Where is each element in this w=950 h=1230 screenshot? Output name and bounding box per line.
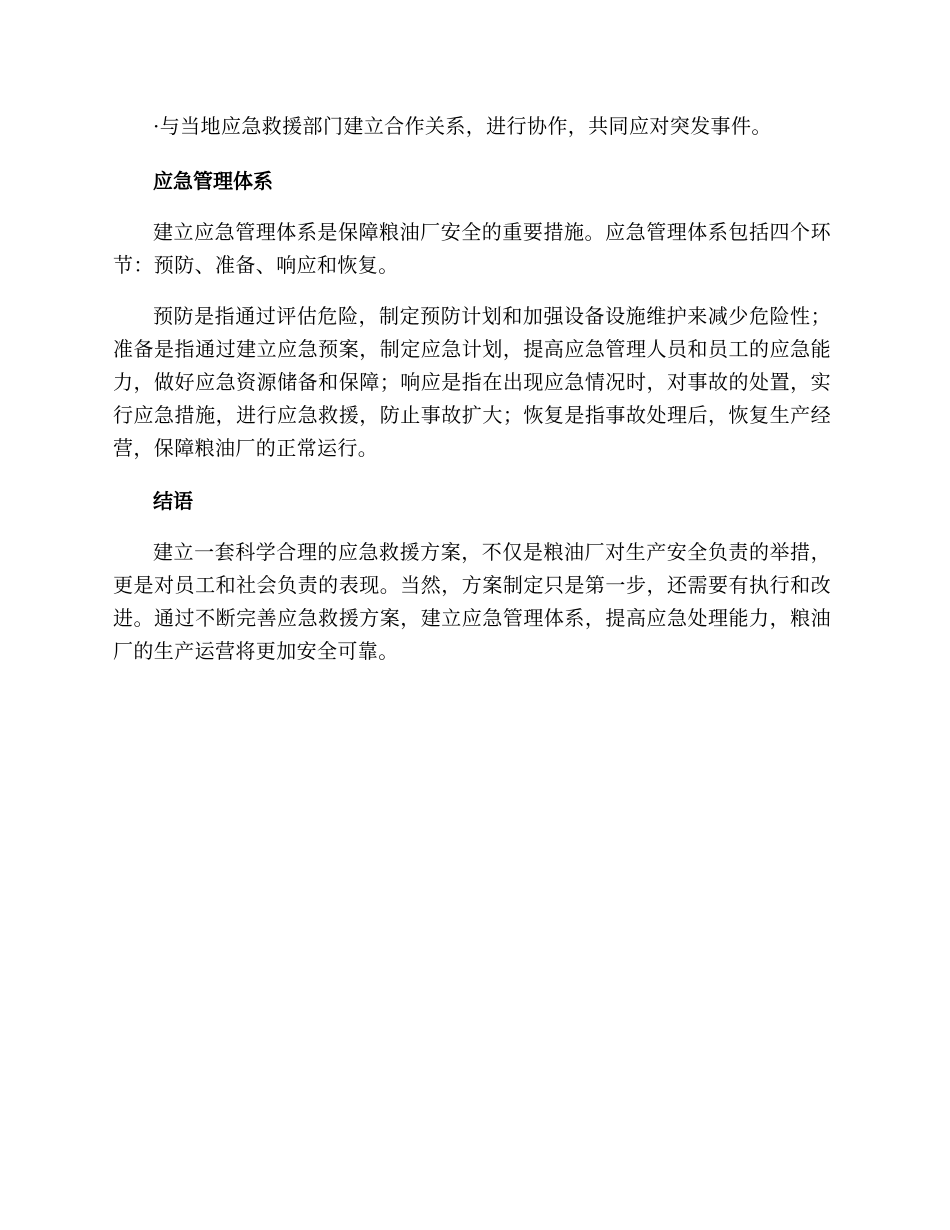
paragraph-emergency-intro: 建立应急管理体系是保障粮油厂安全的重要措施。应急管理体系包括四个环节：预防、准备、响应和恢复。 xyxy=(113,220,831,277)
section-heading-emergency-management: 应急管理体系 xyxy=(153,169,273,193)
section-heading-conclusion: 结语 xyxy=(153,489,193,513)
document-page xyxy=(113,110,831,668)
paragraph-conclusion: 建立一套科学合理的应急救援方案，不仅是粮油厂对生产安全负责的举措，更是对员工和社会负责的表现。当然，方案制定只是第一步，还需要有执行和改进。通过不断完善应急救援方案，建立应急管理体系，提高应急处理能力，粮油厂的生产运营将更加安全可靠。 xyxy=(113,540,831,663)
paragraph-emergency-phases: 预防是指通过评估危险，制定预防计划和加强设备设施维护来减少危险性；准备是指通过建立应急预案，制定应急计划，提高应急管理人员和员工的应急能力，做好应急资源储备和保障；响应是指在出现应急情况时，对事故的处置，实行应急措施，进行应急救援，防止事故扩大；恢复是指事故处理后，恢复生产经营，保障粮油厂的正常运行。 xyxy=(113,304,831,460)
bullet-item-cooperation: ·与当地应急救援部门建立合作关系，进行协作，共同应对突发事件。 xyxy=(153,114,772,138)
